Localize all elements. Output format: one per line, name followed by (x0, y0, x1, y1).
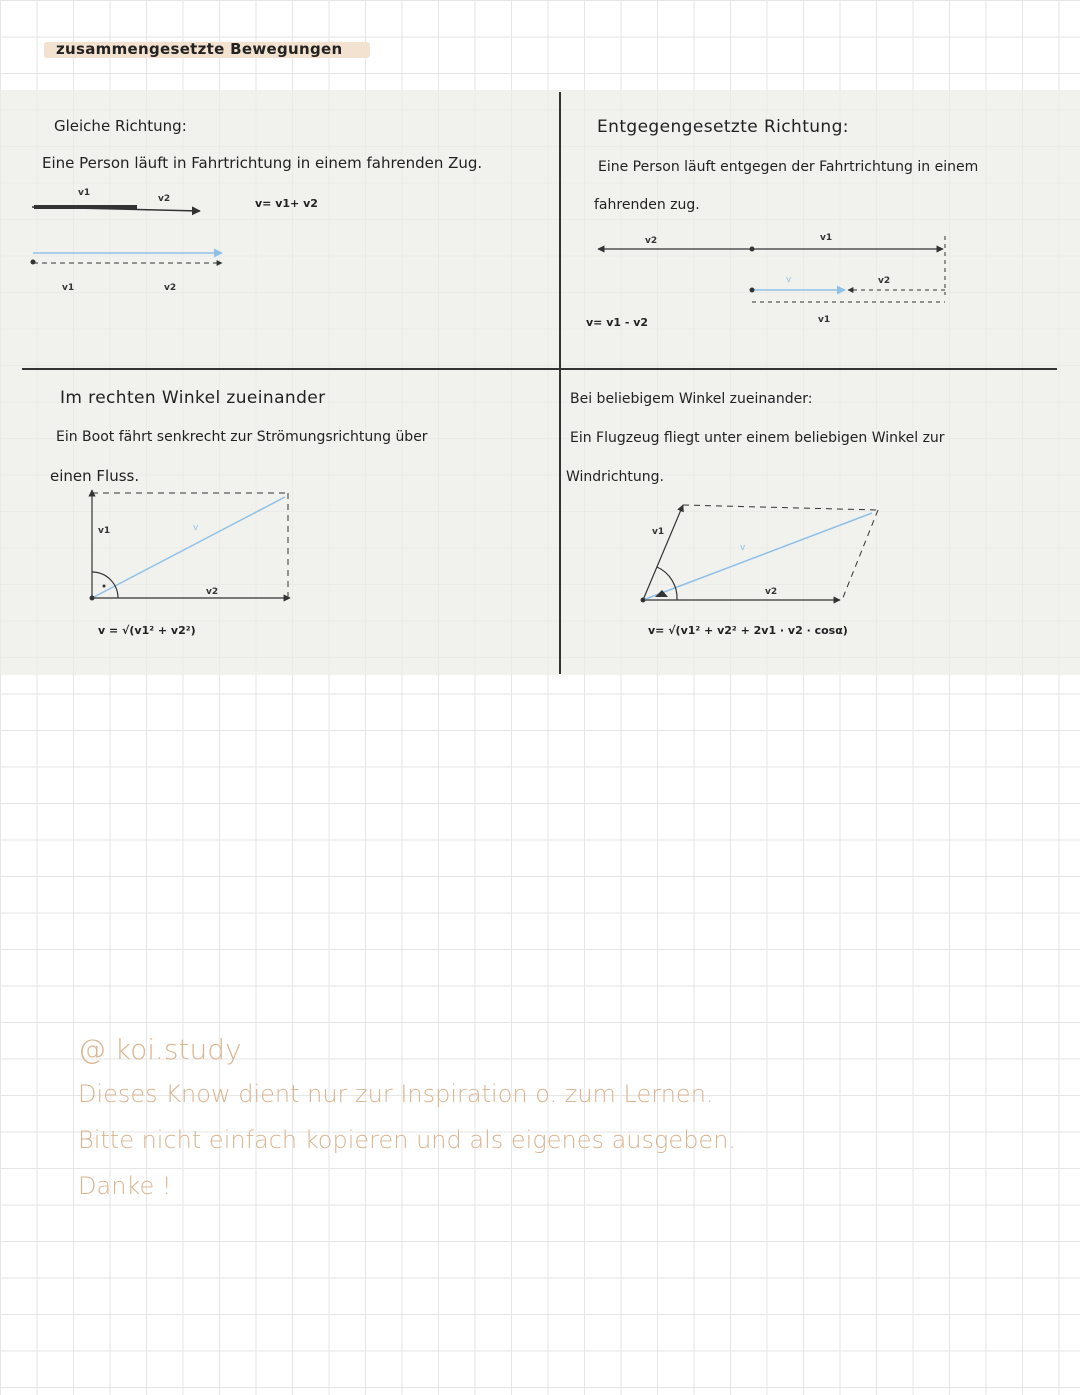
origin-dot-2 (750, 247, 755, 252)
right-angle-heading: Im rechten Winkel zueinander (60, 388, 326, 408)
arbitrary-angle-text-1: Ein Flugzeug fliegt unter einem beliebigen Winkel zur (570, 430, 945, 446)
right-angle-text-2: einen Fluss. (50, 467, 140, 485)
same-direction-text: Eine Person läuft in Fahrtrichtung in einem fahrenden Zug. (42, 154, 483, 172)
right-angle-text-1: Ein Boot fährt senkrecht zur Strömungsrichtung über (56, 429, 428, 445)
label-v1-upper: v1 (820, 233, 833, 243)
arbitrary-angle-heading: Bei beliebigem Winkel zueinander: (570, 391, 813, 407)
watermark-line-1: Dieses Know dient nur zur Inspiration o. zum Lernen. (78, 1080, 714, 1108)
label-v2-para: v2 (765, 587, 778, 597)
diagram-right-angle (90, 490, 291, 601)
dashed-top-2 (683, 505, 878, 510)
same-direction-formula: v= v1+ v2 (255, 197, 318, 210)
label-v2-bottom: v2 (164, 283, 177, 293)
page-title: zusammengesetzte Bewegungen (56, 40, 343, 58)
dashed-right-2 (842, 510, 878, 600)
right-angle-formula: v = √(v1² + v2²) (98, 624, 196, 637)
origin-dot-4 (90, 596, 95, 601)
watermark-handle: @ koi.study (78, 1033, 242, 1066)
origin-dot-5 (641, 598, 646, 603)
arbitrary-angle-formula: v= √(v1² + v2² + 2v1 · v2 · cosα) (648, 624, 848, 637)
label-v1-bottom: v1 (62, 283, 75, 293)
watermark-line-2: Bitte nicht einfach kopieren und als eigenes ausgeben. (78, 1126, 737, 1154)
label-v2-lower: v2 (878, 276, 891, 286)
label-v1-top: v1 (78, 188, 91, 198)
label-v-blue: v (786, 275, 792, 285)
opposite-direction-text-1: Eine Person läuft entgegen der Fahrtrichtung in einem (598, 159, 979, 175)
label-v1-lower: v1 (818, 315, 831, 325)
opposite-direction-text-2: fahrenden zug. (594, 197, 700, 213)
label-v2-rect: v2 (206, 587, 219, 597)
vector-v1-slanted (643, 505, 683, 600)
diagram-same-direction (31, 188, 223, 293)
same-direction-heading: Gleiche Richtung: (54, 117, 187, 135)
opposite-direction-formula: v= v1 - v2 (586, 316, 649, 329)
arbitrary-angle-text-2: Windrichtung. (566, 469, 664, 485)
label-v2-top: v2 (158, 194, 171, 204)
resultant-v-diagonal-2 (643, 513, 872, 600)
origin-dot (31, 260, 36, 265)
label-v2-upper: v2 (645, 236, 658, 246)
resultant-v-diagonal (92, 497, 285, 598)
opposite-direction-heading: Entgegengesetzte Richtung: (597, 117, 849, 137)
diagram-opposite-direction (598, 233, 945, 325)
diagram-arbitrary-angle (641, 505, 879, 603)
label-v-rect: v (193, 523, 199, 533)
watermark-line-3: Danke ! (78, 1172, 172, 1200)
origin-dot-3 (750, 288, 755, 293)
right-angle-dot (103, 585, 106, 588)
label-v1-para: v1 (652, 527, 665, 537)
label-v1-rect: v1 (98, 526, 111, 536)
label-v-para: v (740, 543, 746, 553)
